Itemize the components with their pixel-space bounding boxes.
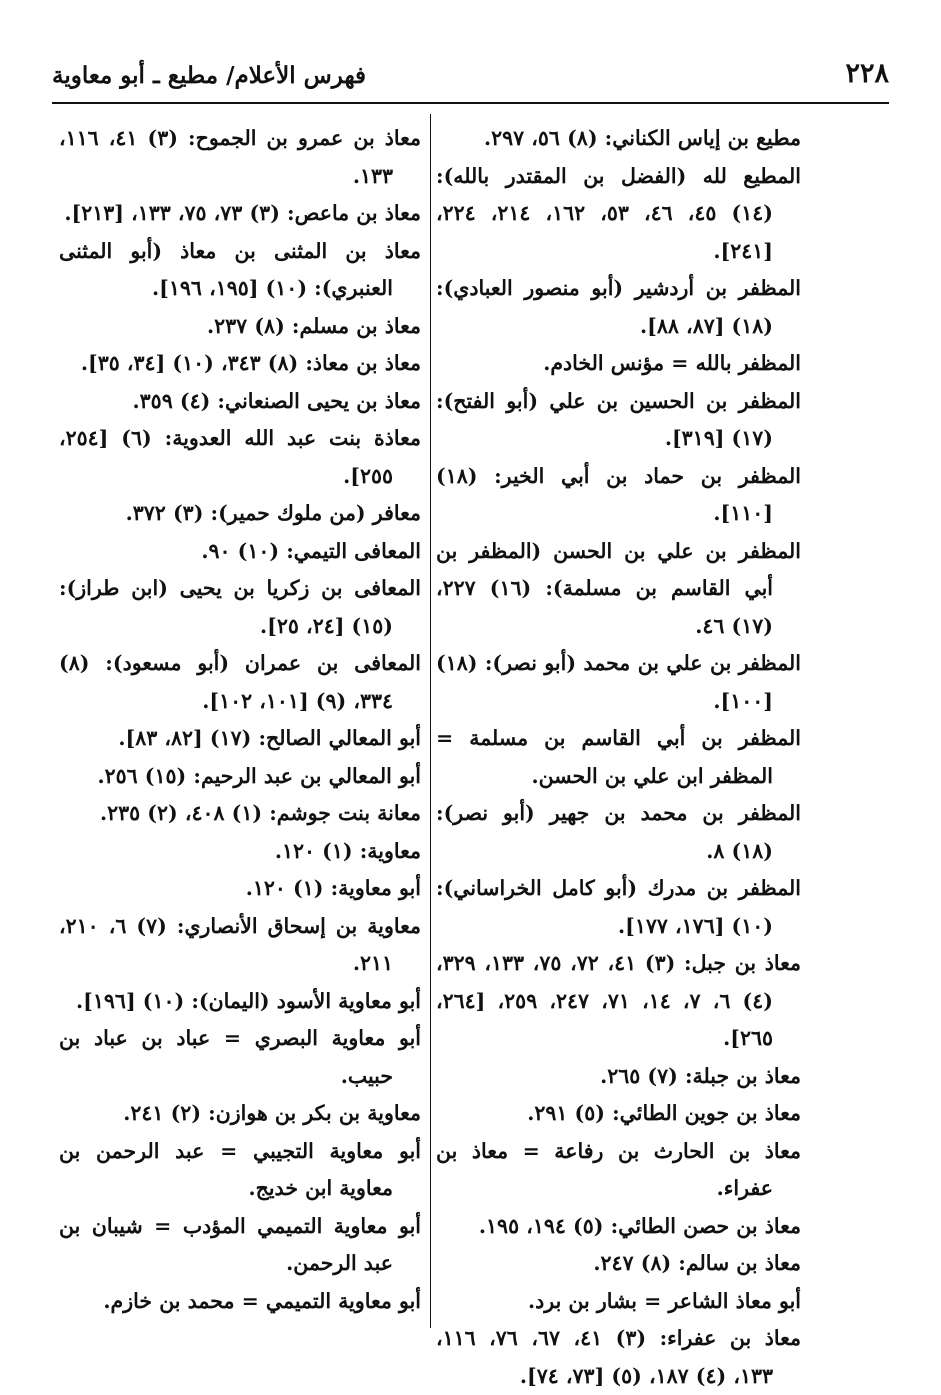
left-column: [59, 120, 421, 1320]
index-entry: معاذ بن جبل: (٣) ٤١، ٧٢، ٧٥، ١٣٣، ٣٢٩، (٤) ٦، ٧، ١٤، ٧١، ٢٤٧، ٢٥٩، [٢٦٤، ٢٦٥].: [436, 951, 801, 1050]
index-entry: المظفر بن علي بن الحسن (المظفر بن أبي القاسم بن مسلمة): (١٦) ٢٢٧، (١٧) ٤٦.: [436, 538, 801, 638]
index-entry: مطيع بن إياس الكناني: (٨) ٥٦، ٢٩٧.: [483, 126, 801, 150]
index-entry: المظفر بالله = مؤنس الخادم.: [543, 351, 801, 375]
index-entry: أبو المعالي بن عبد الرحيم: (١٥) ٢٥٦.: [97, 763, 421, 788]
index-entry: أبو معاوية التجيبي = عبد الرحمن بن معاوية ابن خديج.: [59, 1138, 421, 1200]
index-entry: المظفر بن أردشير (أبو منصور العبادي): (١٨) [٨٧، ٨٨].: [436, 276, 801, 338]
index-entry: معافر (من ملوك حمير): (٣) ٣٧٢.: [125, 501, 421, 525]
index-entry: معانة بنت جوشم: (١) ٤٠٨، (٢) ٢٣٥.: [99, 801, 421, 825]
index-entry: المظفر بن محمد بن جهير (أبو نصر): (١٨) ٨.: [436, 801, 801, 863]
index-entry: أبو المعالي الصالح: (١٧) [٨٢، ٨٣].: [118, 726, 421, 750]
index-entry: معاوية بن بكر بن هوازن: (٢) ٢٤١.: [123, 1101, 421, 1125]
index-entry: المظفر بن علي بن محمد (أبو نصر): (١٨) [١٠٠].: [436, 651, 801, 713]
index-entry: معاوية بن إسحاق الأنصاري: (٧) ٦، ٢١٠، ٢١١.: [59, 913, 421, 975]
index-entry: معاذ بن مسلم: (٨) ٢٣٧.: [207, 313, 421, 338]
page-number: ٢٢٨: [845, 58, 889, 89]
index-entry: معاذ بن الحارث بن رفاعة = معاذ بن عفراء.: [436, 1138, 801, 1200]
index-entry: معاذ بن حصن الطائي: (٥) ١٩٤، ١٩٥.: [478, 1213, 801, 1238]
index-entry: معاذ بن جوين الطائي: (٥) ٢٩١.: [527, 1101, 801, 1125]
index-entry: معاذة بنت عبد الله العدوية: (٦) [٢٥٤، ٢٥٥].: [59, 426, 421, 488]
running-title: فهرس الأعلام/ مطيع ـ أبو معاوية: [52, 62, 367, 89]
index-entry: أبو معاوية: (١) ١٢٠.: [245, 876, 421, 900]
index-entry: أبو معاوية التميمي المؤدب = شيبان بن عبد الرحمن.: [59, 1213, 421, 1275]
index-entry: معاذ بن المثنى بن معاذ (أبو المثنى العنبري): (١٠) [١٩٥، ١٩٦].: [59, 238, 421, 300]
index-entry: المعافى التيمي: (١٠) ٩٠.: [201, 538, 421, 563]
index-entry: المظفر بن الحسين بن علي (أبو الفتح): (١٧) [٣١٩].: [436, 388, 801, 450]
index-entry: معاذ بن عمرو بن الجموح: (٣) ٤١، ١١٦، ١٣٣.: [59, 126, 421, 188]
index-entry: معاذ بن ماعص: (٣) ٧٣، ٧٥، ١٣٣، [٢١٣].: [64, 201, 421, 225]
index-entry: معاذ بن سالم: (٨) ٢٤٧.: [593, 1251, 801, 1275]
header-rule: [52, 102, 889, 104]
index-entry: المعافى بن عمران (أبو مسعود): (٨) ٣٣٤، (٩) [١٠١، ١٠٢].: [59, 651, 421, 713]
index-entry: أبو معاوية الأسود (اليمان): (١٠) [١٩٦].: [76, 988, 421, 1013]
index-entry: المعافى بن زكريا بن يحيى (ابن طراز): (١٥) [٢٤، ٢٥].: [59, 576, 421, 638]
page-header: [52, 58, 889, 98]
index-entry: المطيع لله (الفضل بن المقتدر بالله): (١٤) ٤٥، ٤٦، ٥٣، ١٦٢، ٢١٤، ٢٢٤، [٢٤١].: [436, 163, 801, 263]
column-divider: [430, 114, 431, 1328]
index-entry: معاذ بن معاذ: (٨) ٣٤٣، (١٠) [٣٤، ٣٥].: [80, 351, 421, 375]
index-entry: معاوية: (١) ١٢٠.: [274, 838, 421, 863]
right-column: [436, 120, 801, 1395]
index-entry: المظفر بن أبي القاسم بن مسلمة = المظفر ابن علي بن الحسن.: [436, 726, 801, 788]
index-entry: المظفر بن حماد بن أبي الخير: (١٨) [١١٠].: [436, 463, 801, 525]
index-entry: معاذ بن يحيى الصنعاني: (٤) ٣٥٩.: [132, 388, 421, 413]
index-entry: أبو معاوية التميمي = محمد بن خازم.: [103, 1288, 421, 1313]
index-entry: معاذ بن عفراء: (٣) ٤١، ٦٧، ٧٦، ١١٦، ١٣٣، (٤) ١٨٧، (٥) [٧٣، ٧٤].: [436, 1326, 801, 1388]
index-entry: أبو معاوية البصري = عباد بن عباد بن حبيب.: [59, 1026, 421, 1088]
index-entry: المظفر بن مدرك (أبو كامل الخراساني): (١٠) [١٧٦، ١٧٧].: [436, 876, 801, 938]
index-entry: معاذ بن جبلة: (٧) ٢٦٥.: [600, 1063, 801, 1088]
index-entry: أبو معاذ الشاعر = بشار بن برد.: [528, 1288, 801, 1313]
